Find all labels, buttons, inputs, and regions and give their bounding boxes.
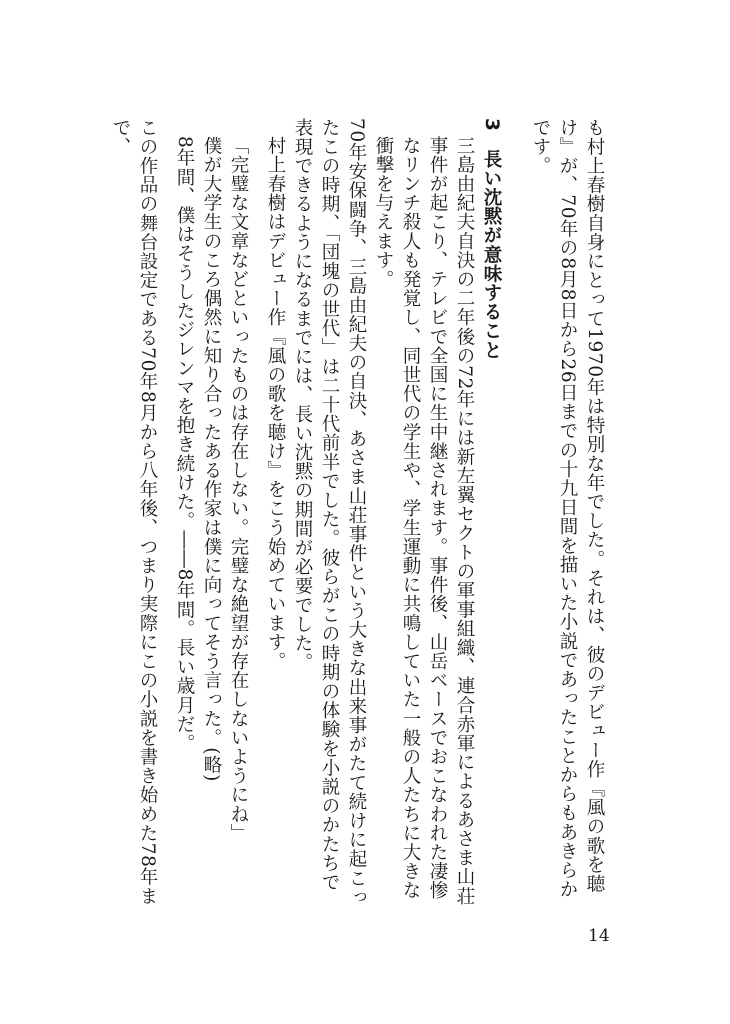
spacer [161, 118, 171, 908]
quote-line-2: 僕が大学生のころ偶然に知り合ったある作家は僕に向ってそう言った。(略) [201, 136, 222, 782]
section-number: 3 [481, 118, 502, 132]
section-heading [478, 118, 527, 908]
page-number: 14 [588, 926, 610, 946]
paragraph-dankai: 70年安保闘争、三島由紀夫の自決、あさま山荘事件という大きな出来事がたて続けに起こったこの時期、「団塊の世代」は二十代前半でした。彼らがこの時期の体験を小説のかたちで表現できるようになるまでには、長い沈黙の期間が必要でした。 [292, 118, 367, 907]
quote-line-3: 8年間、僕はそうしたジレンマを抱き続けた。――8年間。長い歳月だ。 [174, 136, 195, 753]
section-title: 長い沈黙が意味すること [481, 149, 502, 360]
quote-line-1: 「完璧な文章などといったものは存在しない。完璧な絶望が存在しないようにね」 [228, 136, 249, 843]
paragraph-continuation: も村上春樹自身にとって1970年は特別な年でした。それは、彼のデビュー作『風の歌を聴け』が、70年の8月8日から26日までの十九日間を描いた小説であったことからもあきらかです。 [530, 118, 605, 899]
spacer [252, 118, 262, 908]
paragraph-setting: この作品の舞台設定である70年8月から八年後、つまり実際にこの小説を書き始めた78年まで、 [110, 118, 158, 906]
paragraph-intro-quote: 村上春樹はデビュー作『風の歌を聴け』をこう始めています。 [265, 136, 286, 671]
paragraph-asama: 三島由紀夫自決の二年後の72年には新左翼セクトの軍事組織、連合赤軍によるあさま山荘事件が起こり、テレビで全国に生中継されます。事件後、山岳ベースでおこなわれた凄惨なリンチ殺人も発覚し、同世代の学生や、学生運動に共鳴していた一般の人たちに大きな衝撃を与えます。 [373, 136, 475, 906]
vertical-text-body [108, 118, 608, 908]
